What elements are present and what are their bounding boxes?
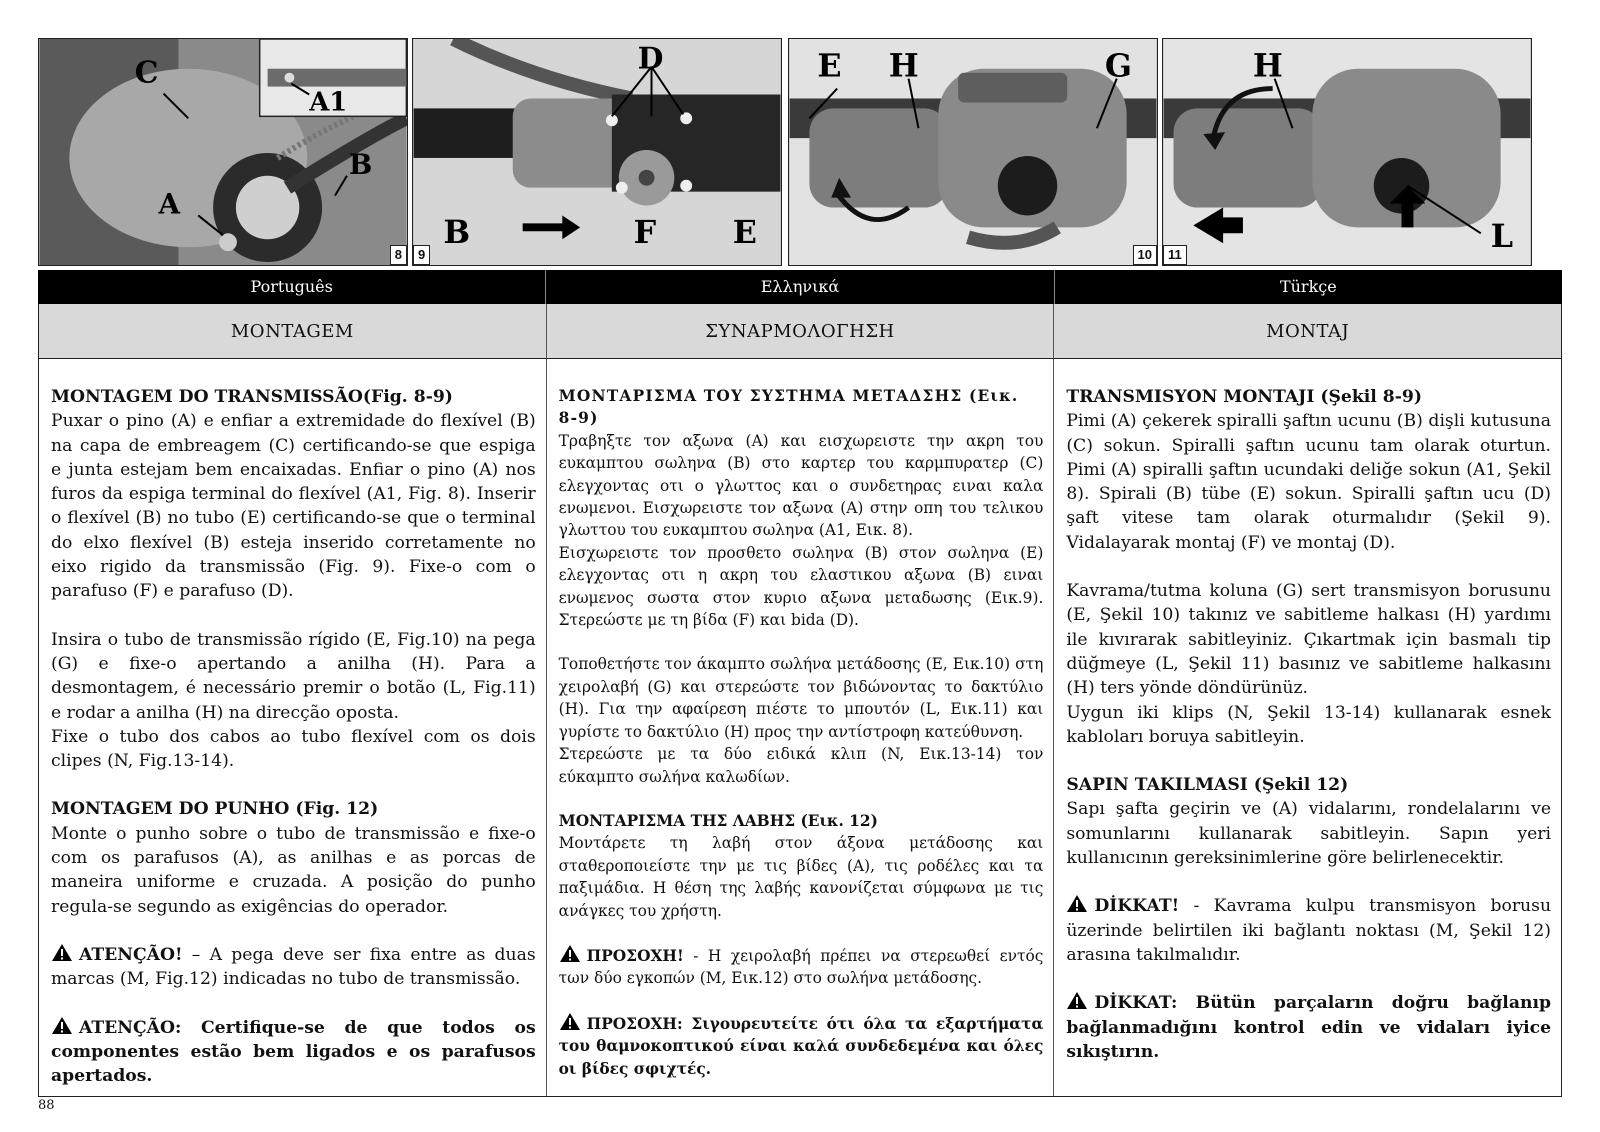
gr-warning-1-label: ΠΡΟΣΟΧΗ! <box>586 946 684 965</box>
pt-warning-1-text: – A pega deve ser fixa entre as duas marcas (M, Fig.12) indicadas no tubo de transmissão. <box>51 944 536 990</box>
gr-transmission-text-2: Εισχωρειστε τον προσθετο σωληνα (B) στον σωληνα (E) ελεγχοντας οτι η ακρη του ελαστικου αξωνα (B) ειναι ενωμενος σωστα στον κυριο αξωνα μεταδωσης (Εικ.9). Στερεώστε με τη βίδα (F) και bida (D). <box>558 543 1044 630</box>
fig11-label-l: L <box>1490 218 1514 256</box>
tr-transmission-text-1: Pimi (A) çekerek spiralli şaftın ucunu (B) dişli kutusuna (C) sokun. Spiralli şaftın ucunu tam olarak oturtun. Pimi (A) spiralli şaftın ucundaki deliğe sokun (A1, Şekil 8). Spirali (B) tübe (E) sokun. Spiralli şaftın ucu (D) şaft vitese tam olarak oturmalıdır (Şekil 9). Vidalayarak montaj (F) ve montaj (D). <box>1066 411 1552 553</box>
tr-warning-2-text: DİKKAT: Bütün parçaların doğru bağlanıp bağlanmadığını kontrol edin ve vidaları iyice sıkıştırın. <box>1066 993 1552 1062</box>
pt-transmission-text-3: Fixe o tubo dos cabos ao tubo flexível com os dois clipes (N, Fig.13-14). <box>51 726 536 772</box>
figure-11 <box>1162 38 1532 266</box>
warning-triangle-icon <box>559 1012 581 1031</box>
warning-triangle-icon <box>51 943 73 962</box>
language-bar <box>38 270 1562 304</box>
fig10-label-h: H <box>888 47 919 85</box>
tr-warning-2 <box>1066 991 1551 1064</box>
fig9-label-d: D <box>637 41 664 77</box>
figure-9-photo <box>413 39 781 265</box>
gr-transmission-text-4: Στερεώστε με τα δύο ειδικά κλιπ (N, Εικ.13-14) τον εύκαμπτο σωλήνα καλωδίων. <box>558 745 1044 786</box>
gr-transmission-text-3: Τοποθετήστε τον άκαμπτο σωλήνα μετάδοσης (E, Εικ.10) στη χειρολαβή (G) και στερεώστε τον βιδώνοντας το δακτύλιο (H). Για την αφαίρεση πιέστε το μπουτόν (L, Εικ.11) και γυρίστε το δακτύλιο (H) προς την αντίστροφη κατεύθυνση. <box>558 655 1044 741</box>
pt-warning-2-text: ATENÇÃO: Certifique-se de que todos os componentes estão bem ligados e os parafusos apertados. <box>51 1017 536 1087</box>
tr-transmission-text-2: Kavrama/tutma koluna (G) sert transmisyon borusunu (E, Şekil 10) takınız ve sabitleme halkası (H) yardımı ile kıvırarak sabitleyiniz. Çıkartmak için basmalı tip düğmeye (L, Şekil 11) basınız ve sabitleme halkasını (H) ters yönde döndürünüz. <box>1066 581 1552 699</box>
warning-triangle-icon <box>559 944 581 963</box>
warning-triangle-icon <box>1066 894 1088 913</box>
figure-9-number: 9 <box>413 245 430 265</box>
figure-8 <box>38 38 408 266</box>
tr-warning-1-label: DİKKAT! <box>1094 896 1180 917</box>
content-columns <box>38 359 1562 1097</box>
gr-transmission-title: ΜΟΝΤΑΡΙΣΜΑ ΤΟΥ ΣΥΣΤΗΜΑ ΜΕΤΑΔΣΗΣ (Εικ. 8-9) <box>558 387 1019 428</box>
gr-transmission-text-1: Τραβηξτε τον αξωνα (A) και εισχωρειστε την ακρη του ευκαμπτου σωληνα (B) στο καρτερ του καρμπυρατερ (C) ελεγχοντας οτι ο γλωττος και ο συνδετηρας ειναι καλα ενωμενοι. Εισχωρειστε τον αξωνα (A) στην οπη του τελικου γλωττου του ευκαμπτου σωληνα (A1, Εικ. 8). <box>558 431 1044 540</box>
heading-greek: ΣΥΝΑΡΜΟΛΟΓΗΣΗ <box>547 304 1055 358</box>
gr-warning-2-text: ΠΡΟΣΟΧΗ: Σιγουρευτείτε ότι όλα τα εξαρτήματα του θαμνοκοπτικού είναι καλά συνδεδεμένα και όλες οι βίδες σφιχτές. <box>558 1014 1044 1078</box>
pt-warning-1-label: ATENÇÃO! <box>79 944 183 965</box>
fig11-label-h: H <box>1252 47 1283 85</box>
tr-handle-title: SAPIN TAKILMASI (Şekil 12) <box>1066 775 1349 796</box>
fig8-label-c: C <box>134 55 159 91</box>
warning-triangle-icon <box>1066 991 1088 1010</box>
pt-warning-1 <box>51 943 536 992</box>
column-greek <box>547 359 1055 1096</box>
figure-11-photo <box>1163 39 1531 265</box>
fig10-label-e: E <box>817 47 842 85</box>
fig8-label-b: B <box>348 147 373 181</box>
pt-transmission-text-1: Puxar o pino (A) e enfiar a extremidade do flexível (B) na capa de embreagem (C) certificando-se que espiga e junta estejam bem encaixadas. Enfiar o pino (A) nos furos da espiga terminal do flexível (A1, Fig. 8). Inserir o flexível (B) no tubo (E) certificando-se que o terminal do elxo flexível (B) esteja inserido corretamente no eixo rigido da transmissão (Fig. 9). Fixe-o com o parafuso (F) e parafuso (D). <box>51 411 536 602</box>
gr-warning-2 <box>559 1012 1044 1080</box>
pt-transmission-title: MONTAGEM DO TRANSMISSÃO(Fig. 8-9) <box>51 387 453 407</box>
heading-turkish: MONTAJ <box>1266 321 1350 342</box>
figure-8-number: 8 <box>390 245 407 265</box>
heading-portuguese: MONTAGEM <box>39 304 547 358</box>
gr-handle-text: Μοντάρετε τη λαβή στον άξονα μετάδοσης και σταθεροποιείστε την με τις βίδες (A), τις ροδέλες και τα παξιμάδια. Η θέση της λαβής κανονίζεται σύμφωνα με τις ανάγκες του χρήστη. <box>558 834 1044 920</box>
gr-warning-1 <box>559 944 1044 990</box>
pt-handle-text: Monte o punho sobre o tubo de transmissão e fixe-o com os parafusos (A), as anilhas e as porcas de maneira uniforme e cruzada. A posição do punho regula-se segundo as exigências do operador. <box>51 823 536 917</box>
figure-8-photo <box>39 39 407 265</box>
pt-transmission-text-2: Insira o tubo de transmissão rígido (E, Fig.10) na pega (G) e fixe-o apertando a anilha (H). Para a desmontagem, é necessário premir o botão (L, Fig.11) e rodar a anilha (H) na direcção oposta. <box>51 629 536 723</box>
section-heading-bar <box>38 304 1562 359</box>
fig8-label-a1: A1 <box>309 87 348 118</box>
tr-handle-text: Sapı şafta geçirin ve (A) vidalarını, rondelalarını ve somunlarını kullanarak sabitleyin. Sapın yeri kullanıcının gereksinimlerine göre belirlenecektir. <box>1066 799 1552 869</box>
gr-warning-1-text: - Η χειρολαβή πρέπει να στερεωθεί εντός των δύο εγκοπών (M, Εικ.12) στο σωλήνα μετάδοσης. <box>558 946 1044 988</box>
figure-10 <box>788 38 1158 266</box>
tr-transmission-title: TRANSMISYON MONTAJI (Şekil 8-9) <box>1066 387 1422 407</box>
figure-10-number: 10 <box>1133 245 1157 265</box>
fig9-label-e: E <box>732 214 757 252</box>
figure-10-photo <box>789 39 1157 265</box>
column-portuguese <box>39 359 547 1096</box>
page-number: 88 <box>38 1098 55 1113</box>
column-turkish <box>1054 359 1561 1096</box>
language-portuguese: Português <box>38 270 546 304</box>
figure-11-number: 11 <box>1163 245 1187 265</box>
tr-warning-1 <box>1066 894 1551 967</box>
tr-transmission-text-3: Uygun iki klips (N, Şekil 13-14) kullanarak esnek kabloları boruya sabitleyin. <box>1066 702 1552 747</box>
gr-handle-title: ΜΟΝΤΑΡΙΣΜΑ ΤΗΣ ΛΑΒΗΣ (Εικ. 12) <box>558 811 878 830</box>
figure-strip <box>38 38 1562 266</box>
fig9-label-b: B <box>443 214 471 252</box>
fig9-label-f: F <box>633 214 657 252</box>
language-greek: Ελληνικά <box>546 270 1054 304</box>
pt-warning-2 <box>51 1016 536 1089</box>
language-turkish: Türkçe <box>1279 277 1337 296</box>
fig8-label-a: A <box>158 187 181 221</box>
fig10-label-g: G <box>1104 47 1132 85</box>
pt-handle-title: MONTAGEM DO PUNHO (Fig. 12) <box>51 799 379 820</box>
tr-warning-1-text: - Kavrama kulpu transmisyon borusu üzerinde belirtilen iki bağlantı noktası (M, Şekil 12) arasına takılmalıdır. <box>1066 896 1552 965</box>
figure-9 <box>412 38 782 266</box>
warning-triangle-icon <box>51 1016 73 1035</box>
